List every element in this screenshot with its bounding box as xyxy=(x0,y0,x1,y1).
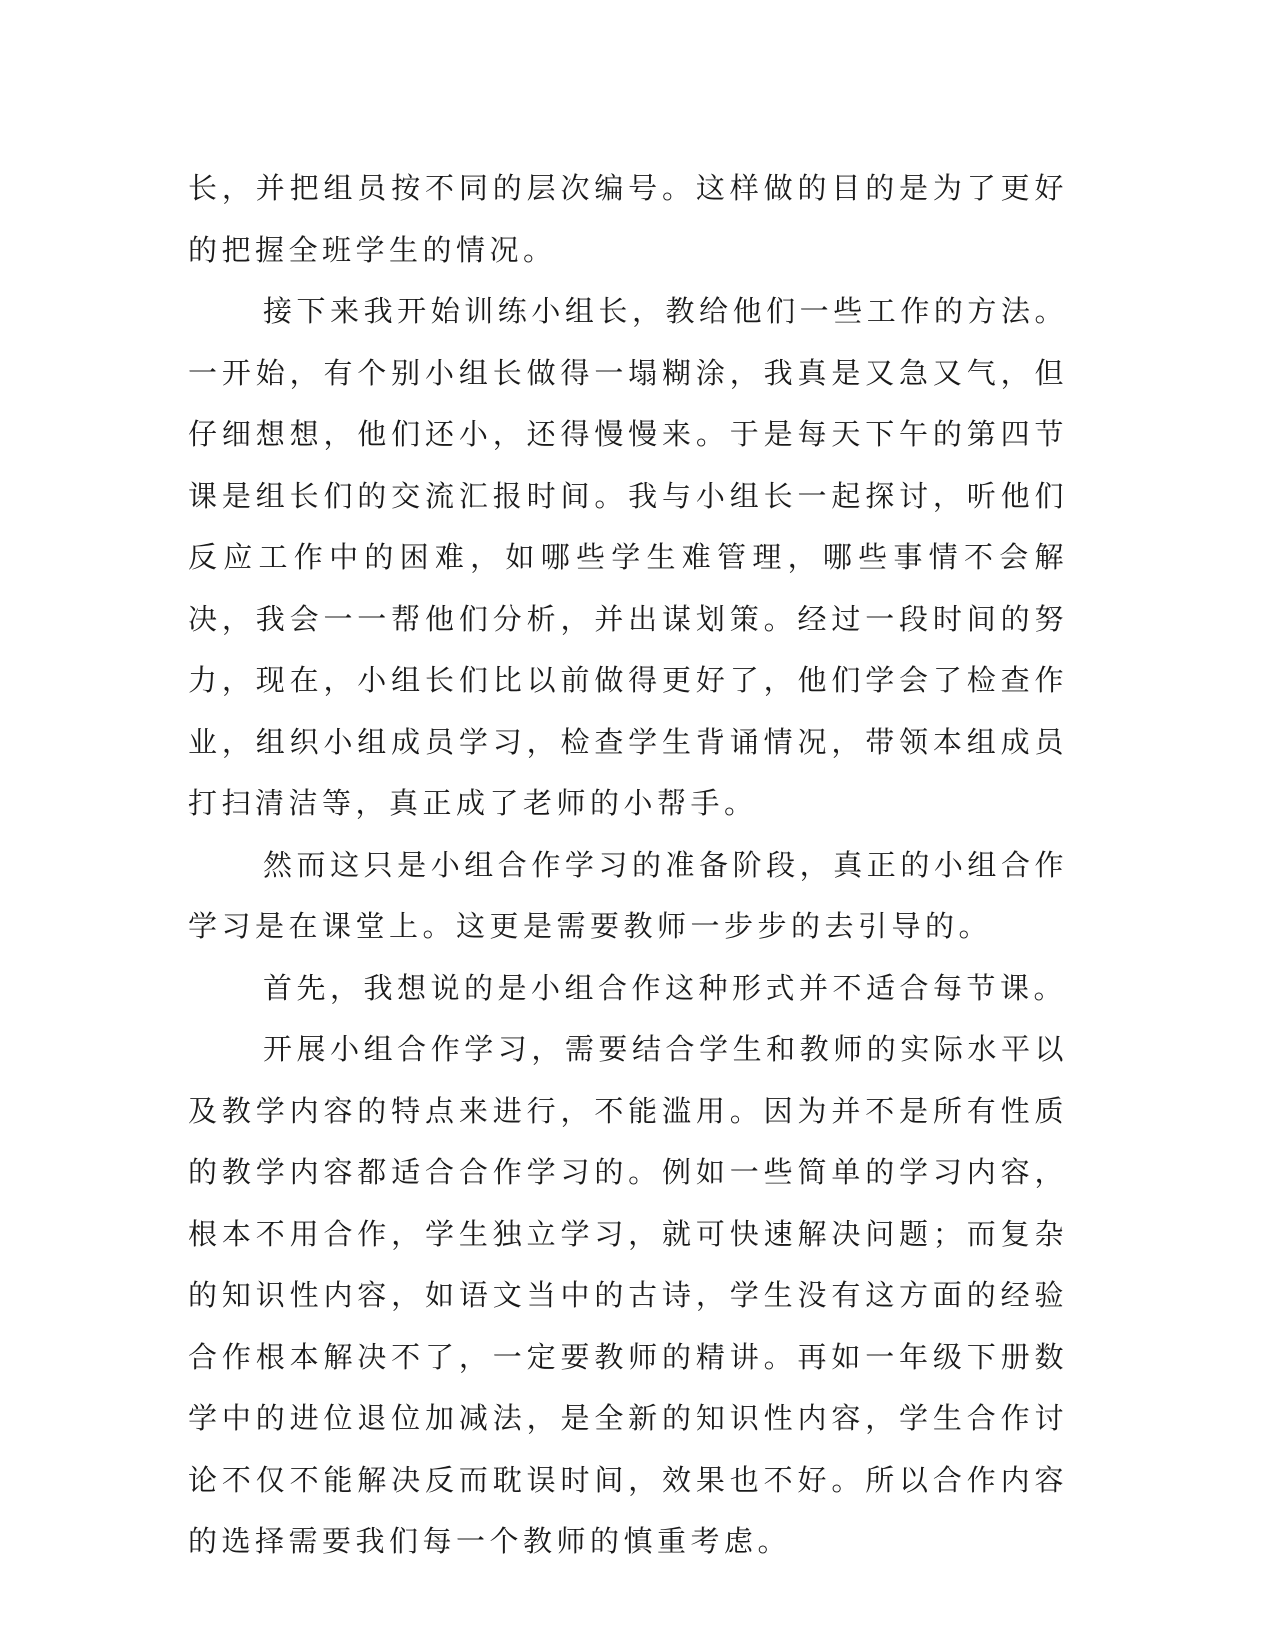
body-text xyxy=(188,158,1068,1573)
paragraph-3: 然而这只是小组合作学习的准备阶段，真正的小组合作学习是在课堂上。这更是需要教师一步步的去引导的。 xyxy=(188,847,1068,943)
paragraph-1: 长，并把组员按不同的层次编号。这样做的目的是为了更好的把握全班学生的情况。 xyxy=(188,171,1068,267)
paragraph-2: 接下来我开始训练小组长，教给他们一些工作的方法。一开始，有个别小组长做得一塌糊涂，我真是又急又气，但仔细想想，他们还小，还得慢慢来。于是每天下午的第四节课是组长们的交流汇报时间。我与小组长一起探讨，听他们反应工作中的困难，如哪些学生难管理，哪些事情不会解决，我会一一帮他们分析，并出谋划策。经过一段时间的努力，现在，小组长们比以前做得更好了，他们学会了检查作业，组织小组成员学习，检查学生背诵情况，带领本组成员打扫清洁等，真正成了老师的小帮手。 xyxy=(188,294,1068,820)
paragraph-4: 首先，我想说的是小组合作这种形式并不适合每节课。 xyxy=(263,970,1068,1005)
paragraph-5: 开展小组合作学习，需要结合学生和教师的实际水平以及教学内容的特点来进行，不能滥用。因为并不是所有性质的教学内容都适合合作学习的。例如一些简单的学习内容，根本不用合作，学生独立学习，就可快速解决问题；而复杂的知识性内容，如语文当中的古诗，学生没有这方面的经验合作根本解决不了，一定要教师的精讲。再如一年级下册数学中的进位退位加减法，是全新的知识性内容，学生合作讨论不仅不能解决反而耽误时间，效果也不好。所以合作内容的选择需要我们每一个教师的慎重考虑。 xyxy=(188,1032,1068,1558)
